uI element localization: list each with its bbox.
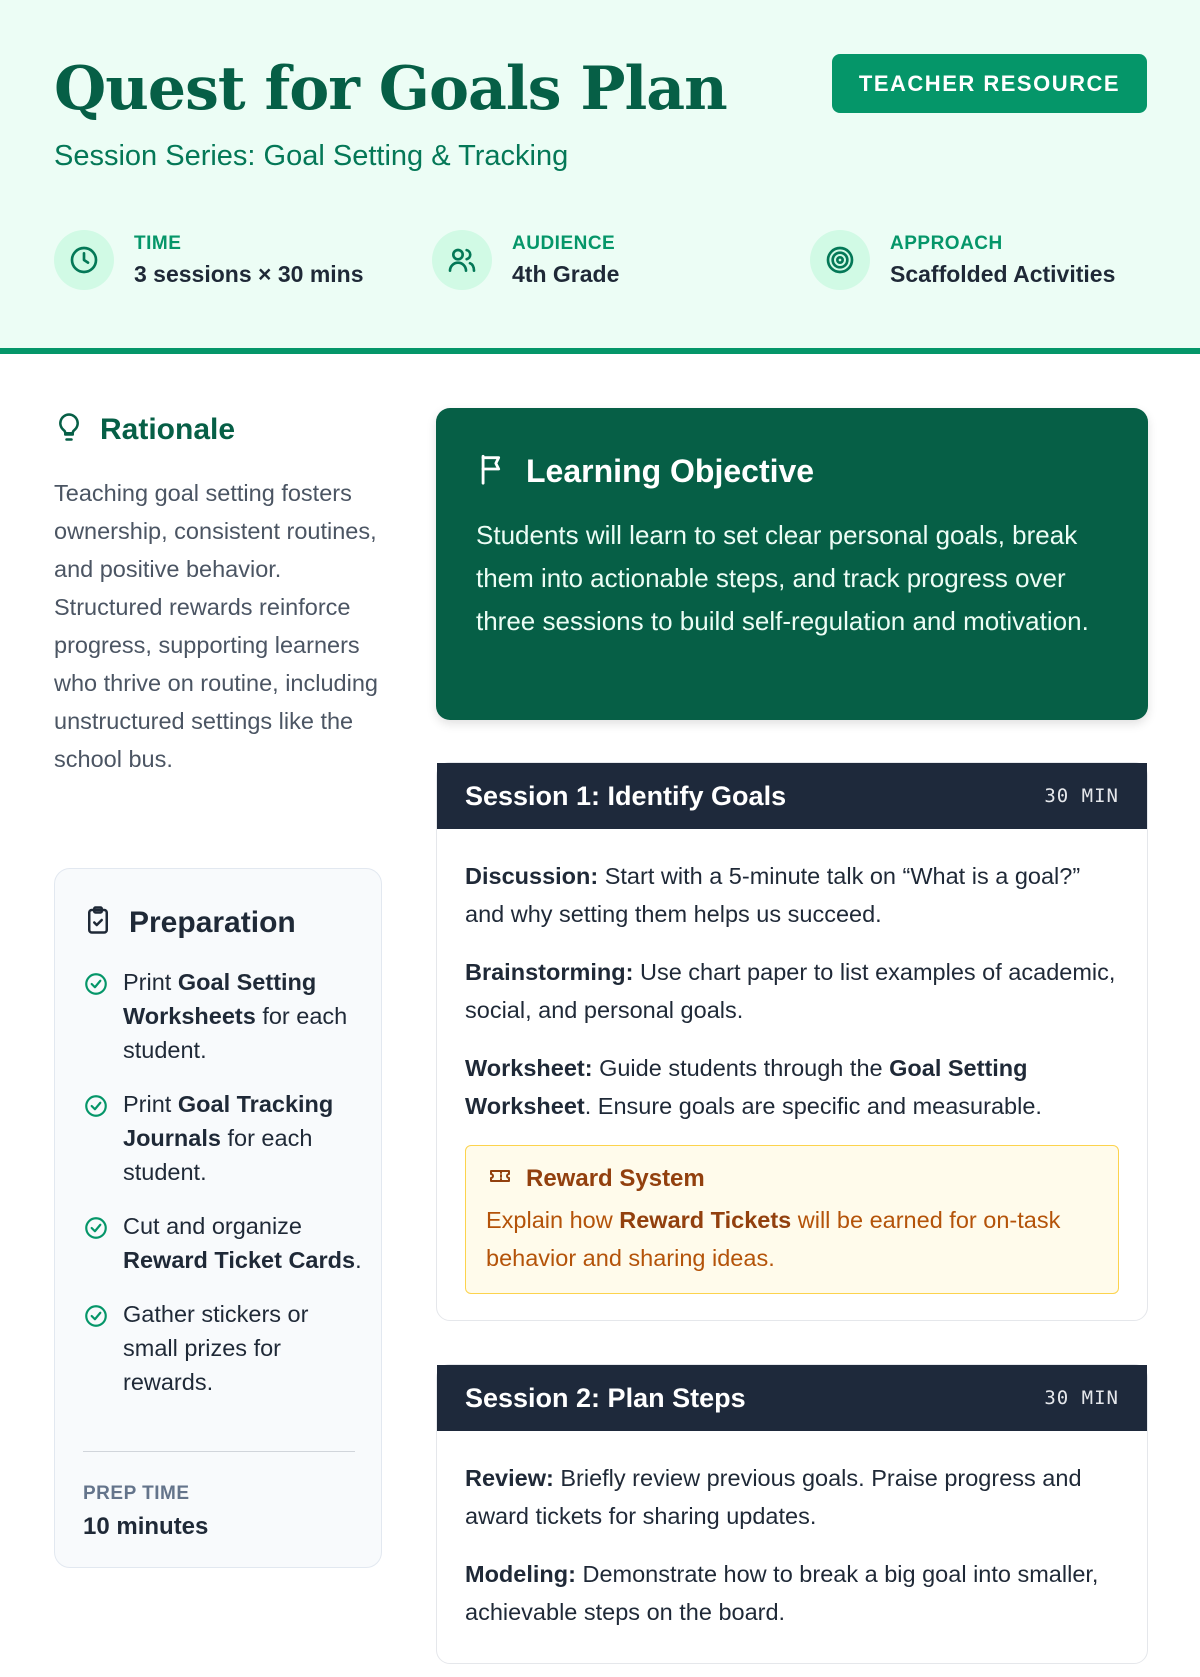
check-circle-icon <box>83 1215 109 1246</box>
meta-audience <box>432 230 619 290</box>
meta-approach <box>810 230 1115 290</box>
session-header <box>437 1365 1147 1431</box>
session-paragraph: Review: Briefly review previous goals. Praise progress and award tickets for sharing updates. <box>465 1465 1082 1529</box>
meta-label: AUDIENCE <box>512 232 616 254</box>
target-icon <box>810 230 870 290</box>
meta-value: 4th Grade <box>512 260 620 287</box>
list-item: Print Goal Tracking Journals for each student. <box>83 1087 363 1189</box>
session-title: Session 1: Identify Goals <box>465 780 787 811</box>
rationale-title: Rationale <box>100 412 236 446</box>
session-duration: 30 MIN <box>1044 1387 1119 1409</box>
check-circle-icon <box>83 971 109 1002</box>
rationale-text: Teaching goal setting fosters ownership, consistent routines, and positive behavior. Structured rewards reinforce progress, supporting learners who thrive on routine, including unstructured settings like the school bus. <box>54 480 378 772</box>
page-subtitle: Session Series: Goal Setting & Tracking <box>54 140 569 172</box>
preparation-title: Preparation <box>129 905 296 939</box>
session-card-2 <box>436 1364 1148 1664</box>
session-paragraph: Discussion: Start with a 5-minute talk on “What is a goal?” and why setting them helps us succeed. <box>465 863 1081 927</box>
preparation-heading <box>83 903 296 942</box>
rationale-heading <box>54 410 235 449</box>
session-paragraph: Modeling: Demonstrate how to break a big goal into smaller, achievable steps on the board. <box>465 1561 1099 1625</box>
prep-time-label: PREP TIME <box>83 1483 190 1504</box>
meta-time <box>54 230 364 290</box>
header <box>0 0 1200 354</box>
clock-icon <box>54 230 114 290</box>
objective-heading <box>476 450 814 493</box>
lightbulb-icon <box>54 410 84 449</box>
session-title: Session 2: Plan Steps <box>465 1382 746 1413</box>
meta-value: 3 sessions × 30 mins <box>134 260 364 287</box>
meta-label: APPROACH <box>890 232 1003 254</box>
session-header <box>437 763 1147 829</box>
check-circle-icon <box>83 1303 109 1334</box>
teacher-resource-badge: TEACHER RESOURCE <box>832 54 1147 113</box>
divider <box>83 1451 355 1452</box>
users-icon <box>432 230 492 290</box>
meta-label: TIME <box>134 232 182 254</box>
list-item: Cut and organize Reward Ticket Cards. <box>83 1209 363 1277</box>
session-card-1 <box>436 762 1148 1321</box>
session-paragraph: Brainstorming: Use chart paper to list examples of academic, social, and personal goals. <box>465 959 1116 1023</box>
meta-value: Scaffolded Activities <box>890 260 1116 287</box>
ticket-icon <box>486 1164 514 1193</box>
learning-objective-card <box>436 408 1148 720</box>
list-item: Gather stickers or small prizes for rewards. <box>83 1297 363 1399</box>
objective-title: Learning Objective <box>526 453 815 489</box>
check-circle-icon <box>83 1093 109 1124</box>
clipboard-check-icon <box>83 903 113 942</box>
session-duration: 30 MIN <box>1044 785 1119 807</box>
reward-title: Reward System <box>526 1164 705 1192</box>
reward-system-callout <box>465 1145 1119 1294</box>
session-paragraph: Worksheet: Guide students through the Goal Setting Worksheet. Ensure goals are specific and measurable. <box>465 1055 1042 1119</box>
preparation-list <box>83 965 363 1419</box>
page-title: Quest for Goals Plan <box>54 54 727 124</box>
objective-text: Students will learn to set clear personal goals, break them into actionable steps, and track progress over three sessions to build self-regulation and motivation. <box>476 520 1089 636</box>
list-item: Print Goal Setting Worksheets for each student. <box>83 965 363 1067</box>
preparation-card <box>54 868 382 1568</box>
prep-time-value: 10 minutes <box>83 1513 209 1540</box>
flag-icon <box>476 450 510 493</box>
reward-text: Explain how Reward Tickets will be earned for on-task behavior and sharing ideas. <box>486 1207 1061 1271</box>
